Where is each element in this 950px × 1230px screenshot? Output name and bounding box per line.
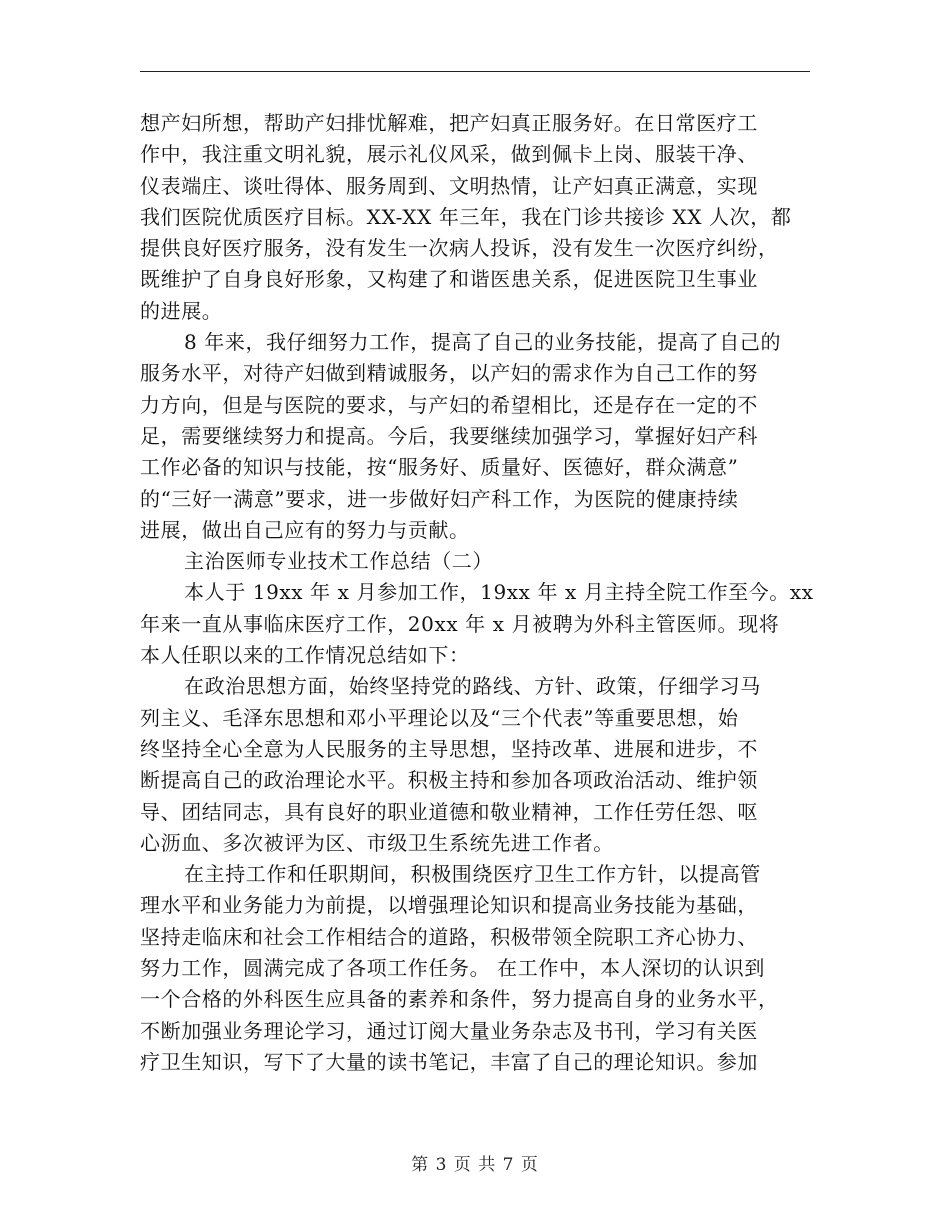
text-line: 的“三好一满意”要求，进一步做好妇产科工作，为医院的健康持续	[140, 486, 739, 511]
text-line: 坚持走临床和社会工作相结合的道路，积极带领全院职工齐心协力、	[140, 924, 758, 949]
text-line: 一个合格的外科医生应具备的素养和条件，努力提高自身的业务水平，	[140, 987, 779, 1012]
text-line: 服务水平，对待产妇做到精诚服务，以产妇的需求作为自己工作的努	[140, 361, 758, 386]
text-line: 终坚持全心全意为人民服务的主导思想，坚持改革、进展和进步，不	[140, 736, 758, 761]
page-number-footer: 第 3 页 共 7 页	[411, 1155, 539, 1175]
text-line: 主治医师专业技术工作总结（二）	[184, 549, 493, 574]
text-line: 想产妇所想，帮助产妇排忧解难，把产妇真正服务好。在日常医疗工	[140, 111, 758, 135]
text-line: 疗卫生知识，写下了大量的读书笔记，丰富了自己的理论知识。参加	[140, 1049, 758, 1074]
text-line: 本人于 19xx 年 x 月参加工作，19xx 年 x 月主持全院工作至今。xx	[184, 580, 814, 605]
text-line: 的进展。	[140, 298, 223, 323]
header-rule	[140, 71, 810, 72]
text-line: 在主持工作和任职期间，积极围绕医疗卫生工作方针，以提高管	[184, 862, 761, 887]
text-line: 进展，做出自己应有的努力与贡献。	[140, 517, 470, 542]
text-line: 理水平和业务能力为前提，以增强理论知识和提高业务技能为基础，	[140, 893, 758, 918]
text-line: 努力工作，圆满完成了各项工作任务。 在工作中，本人深切的认识到	[140, 956, 765, 981]
text-line: 导、团结同志，具有良好的职业道德和敬业精神，工作任劳任怨、呕	[140, 799, 758, 824]
text-line: 不断加强业务理论学习，通过订阅大量业务杂志及书刊，学习有关医	[140, 1018, 758, 1043]
text-line: 工作必备的知识与技能，按“服务好、质量好、医德好，群众满意”	[140, 455, 739, 480]
text-line: 仪表端庄、谈吐得体、服务周到、文明热情，让产妇真正满意，实现	[140, 173, 758, 198]
body-text	[140, 108, 812, 1078]
text-line: 提供良好医疗服务，没有发生一次病人投诉，没有发生一次医疗纠纷，	[140, 236, 779, 261]
text-line: 在政治思想方面，始终坚持党的路线、方针、政策，仔细学习马	[184, 674, 761, 699]
text-line: 年来一直从事临床医疗工作，20xx 年 x 月被聘为外科主管医师。现将	[140, 611, 780, 636]
text-line: 力方向，但是与医院的要求，与产妇的希望相比，还是存在一定的不	[140, 392, 758, 417]
text-line: 既维护了自身良好形象，又构建了和谐医患关系，促进医院卫生事业	[140, 267, 758, 292]
text-line: 本人任职以来的工作情况总结如下：	[140, 643, 470, 668]
text-line: 心沥血、多次被评为区、市级卫生系统先进工作者。	[140, 830, 614, 855]
text-line: 作中，我注重文明礼貌，展示礼仪风采，做到佩卡上岗、服装干净、	[140, 142, 758, 167]
text-line: 足，需要继续努力和提高。今后，我要继续加强学习，掌握好妇产科	[140, 423, 758, 448]
text-line: 我们医院优质医疗目标。XX-XX 年三年，我在门诊共接诊 XX 人次，都	[140, 204, 792, 229]
text-line: 8 年来，我仔细努力工作，提高了自己的业务技能，提高了自己的	[184, 330, 782, 355]
text-line: 列主义、毛泽东思想和邓小平理论以及“三个代表”等重要思想，始	[140, 705, 739, 730]
text-line: 断提高自己的政治理论水平。积极主持和参加各项政治活动、维护领	[140, 768, 758, 793]
